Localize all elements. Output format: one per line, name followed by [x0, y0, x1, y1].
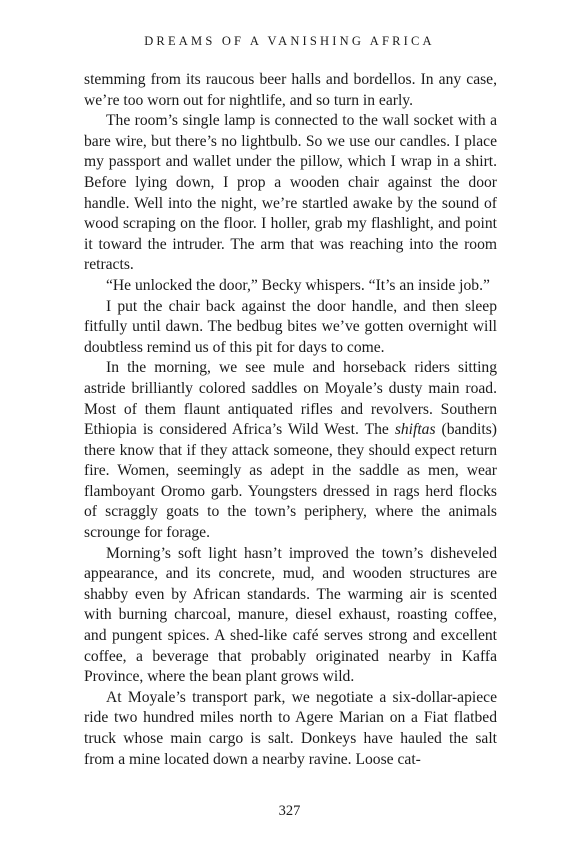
paragraph-text: In the morning, we see mule and horseback riders sitting astride brilliantly colored saddles on Moyale’s dusty main road. Most of them flaunt antiquated rifles and revolvers. Southern Ethiopia is considered Africa’s Wild West. The — [84, 359, 497, 439]
paragraph: I put the chair back against the door handle, and then sleep fitfully until dawn. The bedbug bites we’ve gotten overnight will doubtless remind us of this pit for days to come. — [84, 297, 497, 356]
paragraph: The room’s single lamp is connected to the wall socket with a bare wire, but there’s no lightbulb. So we use our candles. I place my passport and wallet under the pillow, which I wrap in a shirt. Before lying down, I prop a wooden chair against the door handle. Well into the night, we’re startled awake by the sound of wood scraping on the floor. I holler, grab my flashlight, and point it toward the intruder. The arm that was reaching into the room retracts. — [84, 112, 497, 274]
body-text — [84, 70, 497, 770]
paragraph: At Moyale’s transport park, we negotiate a six-dollar-apiece ride two hundred miles north to Agere Marian on a Fiat flatbed truck whose main cargo is salt. Donkeys have hauled the salt from a mine located down a nearby ravine. Loose cat- — [84, 688, 497, 768]
paragraph — [84, 358, 497, 543]
running-head: DREAMS OF A VANISHING AFRICA — [144, 34, 435, 48]
paragraph: stemming from its raucous beer halls and bordellos. In any case, we’re too worn out for nightlife, and so turn in early. — [84, 71, 497, 109]
paragraph: “He unlocked the door,” Becky whispers. “It’s an inside job.” — [106, 276, 490, 294]
italic-term: shiftas — [394, 421, 436, 439]
paragraph: Morning’s soft light hasn’t improved the town’s disheveled appearance, and its concrete, mud, and wooden structures are shabby even by African standards. The warming air is scented with burning charcoal, manure, diesel exhaust, roasting coffee, and pungent spices. A shed-like café serves strong and excellent coffee, a beverage that probably originated nearby in Kaffa Province, where the bean plant grows wild. — [84, 544, 497, 686]
page-number: 327 — [278, 803, 301, 819]
paragraph-text: (bandits) there know that if they attack someone, they should expect return fire. Women, seemingly as adept in the saddle as men, wear flamboyant Oromo garb. Youngsters dressed in rags herd flocks of scraggly goats to the town’s periphery, where the animals scrounge for forage. — [84, 421, 497, 542]
